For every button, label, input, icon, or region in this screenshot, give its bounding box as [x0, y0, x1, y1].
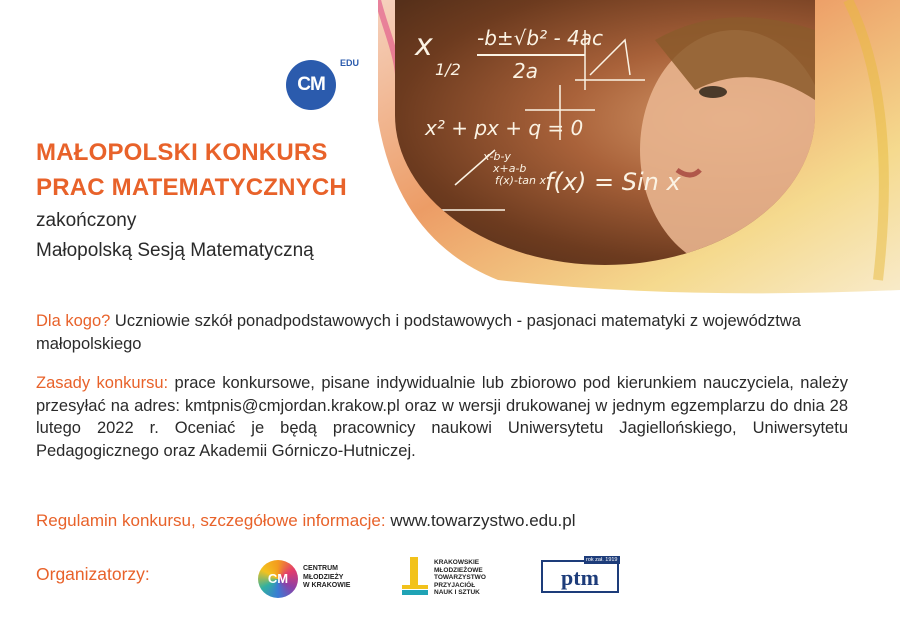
kmtpnis-logo-icon — [402, 557, 430, 595]
formula-half: 1/2 — [435, 60, 461, 79]
title-line-1: MAŁOPOLSKI KONKURS — [36, 139, 328, 166]
kmtpnis-name-line: MŁODZIEŻOWE — [434, 566, 483, 574]
formula-x: x — [415, 28, 433, 63]
organizers-label: Organizatorzy: — [36, 564, 150, 584]
formula-small-3: f(x)-tan x — [495, 174, 546, 187]
kmtpnis-name-line: NAUK I SZTUK — [434, 589, 480, 596]
who-label: Dla kogo? — [36, 312, 111, 330]
ptm-founded-tag: rok zał. 1919 — [586, 557, 618, 563]
title-line-2: PRAC MATEMATYCZNYCH — [36, 174, 347, 201]
formula-quadratic-bottom: 2a — [513, 59, 538, 83]
formula-quadratic-top: -b±√b² - 4ac — [477, 26, 604, 50]
regulamin-label: Regulamin konkursu, szczegółowe informacje: — [36, 511, 386, 530]
cm-name-line: CENTRUM — [303, 565, 338, 572]
formula-sin: f(x) = Sin x — [545, 168, 681, 196]
cm-name-line: W KRAKOWIE — [303, 582, 351, 589]
subtitle-line-2: Małopolską Sesją Matematyczną — [36, 240, 314, 261]
rules-paragraph — [36, 372, 848, 462]
kmtpnis-name-line: TOWARZYSTWO — [434, 574, 486, 581]
rules-label: Zasady konkursu: — [36, 374, 169, 392]
formula-poly: x² + px + q = 0 — [425, 116, 584, 140]
formula-small-1: x-b-y — [483, 150, 511, 163]
ptm-logo: ptm — [541, 560, 619, 593]
kmtpnis-name-line: KRAKOWSKIE — [434, 559, 480, 566]
regulamin-line — [36, 510, 576, 533]
cm-krakow-logo: CM — [258, 560, 298, 598]
edu-badge: EDU — [340, 58, 360, 68]
cm-name-line: MŁODZIEŻY — [303, 573, 344, 581]
who-text: Uczniowie szkół ponadpodstawowych i podstawowych - pasjonaci matematyki z województwa małopolskiego — [36, 312, 801, 353]
who-paragraph — [36, 310, 856, 355]
regulamin-link[interactable]: www.towarzystwo.edu.pl — [385, 511, 576, 530]
kmtpnis-name — [434, 559, 504, 597]
cm-krakow-name — [303, 565, 373, 591]
subtitle-line-1: zakończony — [36, 210, 137, 231]
rules-text: prace konkursowe, pisane indywidualnie lub zbiorowo pod kierunkiem nauczyciela, należy przesyłać na adres: kmtpnis@cmjordan.krakow.pl oraz w wersji drukowanej w jednym egzemplarzu do dnia 28 lutego 2022 r. Oceniać je będą pracownicy naukowi Uniwersytetu Jagiellońskiego, Uniwersytetu Pedagogicznego oraz Akademii Górniczo-Hutniczej. — [36, 374, 848, 460]
formula-small-2: x+a-b — [493, 162, 527, 175]
cm-edu-logo: CM — [286, 60, 336, 110]
kmtpnis-name-line: PRZYJACIÓŁ — [434, 581, 476, 589]
